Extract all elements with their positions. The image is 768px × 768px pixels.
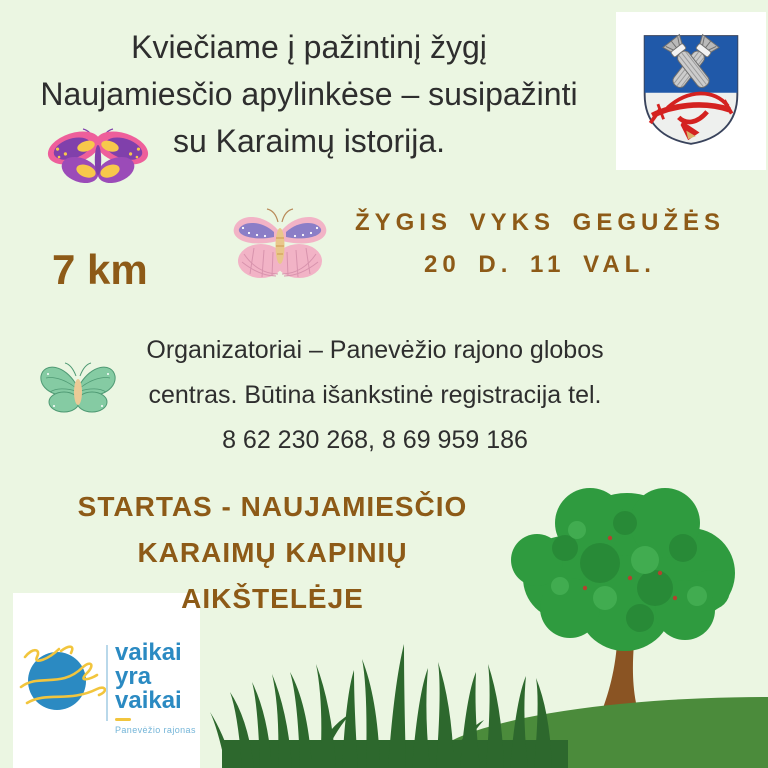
logo-word-2: yra — [115, 663, 152, 690]
poster-heading — [0, 24, 618, 165]
event-schedule-line-1: ŽYGIS VYKS GEGUŽĖS — [354, 209, 726, 236]
event-schedule-line-2: 20 D. 11 VAL. — [424, 251, 656, 278]
heading-line-3: su Karaimų istorija. — [172, 123, 446, 159]
logo-word-3: vaikai — [115, 687, 182, 714]
naujamiestis-coat-of-arms-icon — [639, 27, 743, 152]
organizers-line-1: Organizatoriai – Panevėžio rajono globos — [146, 336, 604, 364]
distance-label: 7 km — [52, 246, 148, 293]
organizers-phone-numbers: 8 62 230 268, 8 69 959 186 — [222, 426, 528, 454]
start-location-line-3: AIKŠTELĖJE — [181, 583, 364, 614]
logo-divider — [106, 645, 108, 721]
heading-line-1: Kviečiame į pažintinį žygį — [131, 29, 487, 65]
globe-scribble-icon — [17, 637, 113, 721]
grass-icon — [208, 634, 568, 768]
logo-subtitle: Panevėžio rajonas — [115, 725, 196, 735]
coat-of-arms-box — [616, 12, 766, 170]
start-location-line-2: KARAIMŲ KAPINIŲ — [137, 537, 408, 568]
start-location-text — [40, 484, 505, 622]
start-location-line-1: STARTAS - NAUJAMIESČIO — [77, 491, 468, 522]
event-schedule — [345, 202, 735, 286]
organizers-text — [95, 328, 655, 463]
heading-line-2: Naujamiesčio apylinkėse – susipažinti — [40, 76, 578, 112]
logo-wordmark — [115, 641, 199, 735]
logo-underline — [115, 718, 131, 721]
logo-word-1: vaikai — [115, 639, 182, 666]
pink-moth-butterfly-icon — [230, 206, 330, 300]
organizers-line-2: centras. Būtina išankstinė registracija tel. — [148, 381, 602, 409]
